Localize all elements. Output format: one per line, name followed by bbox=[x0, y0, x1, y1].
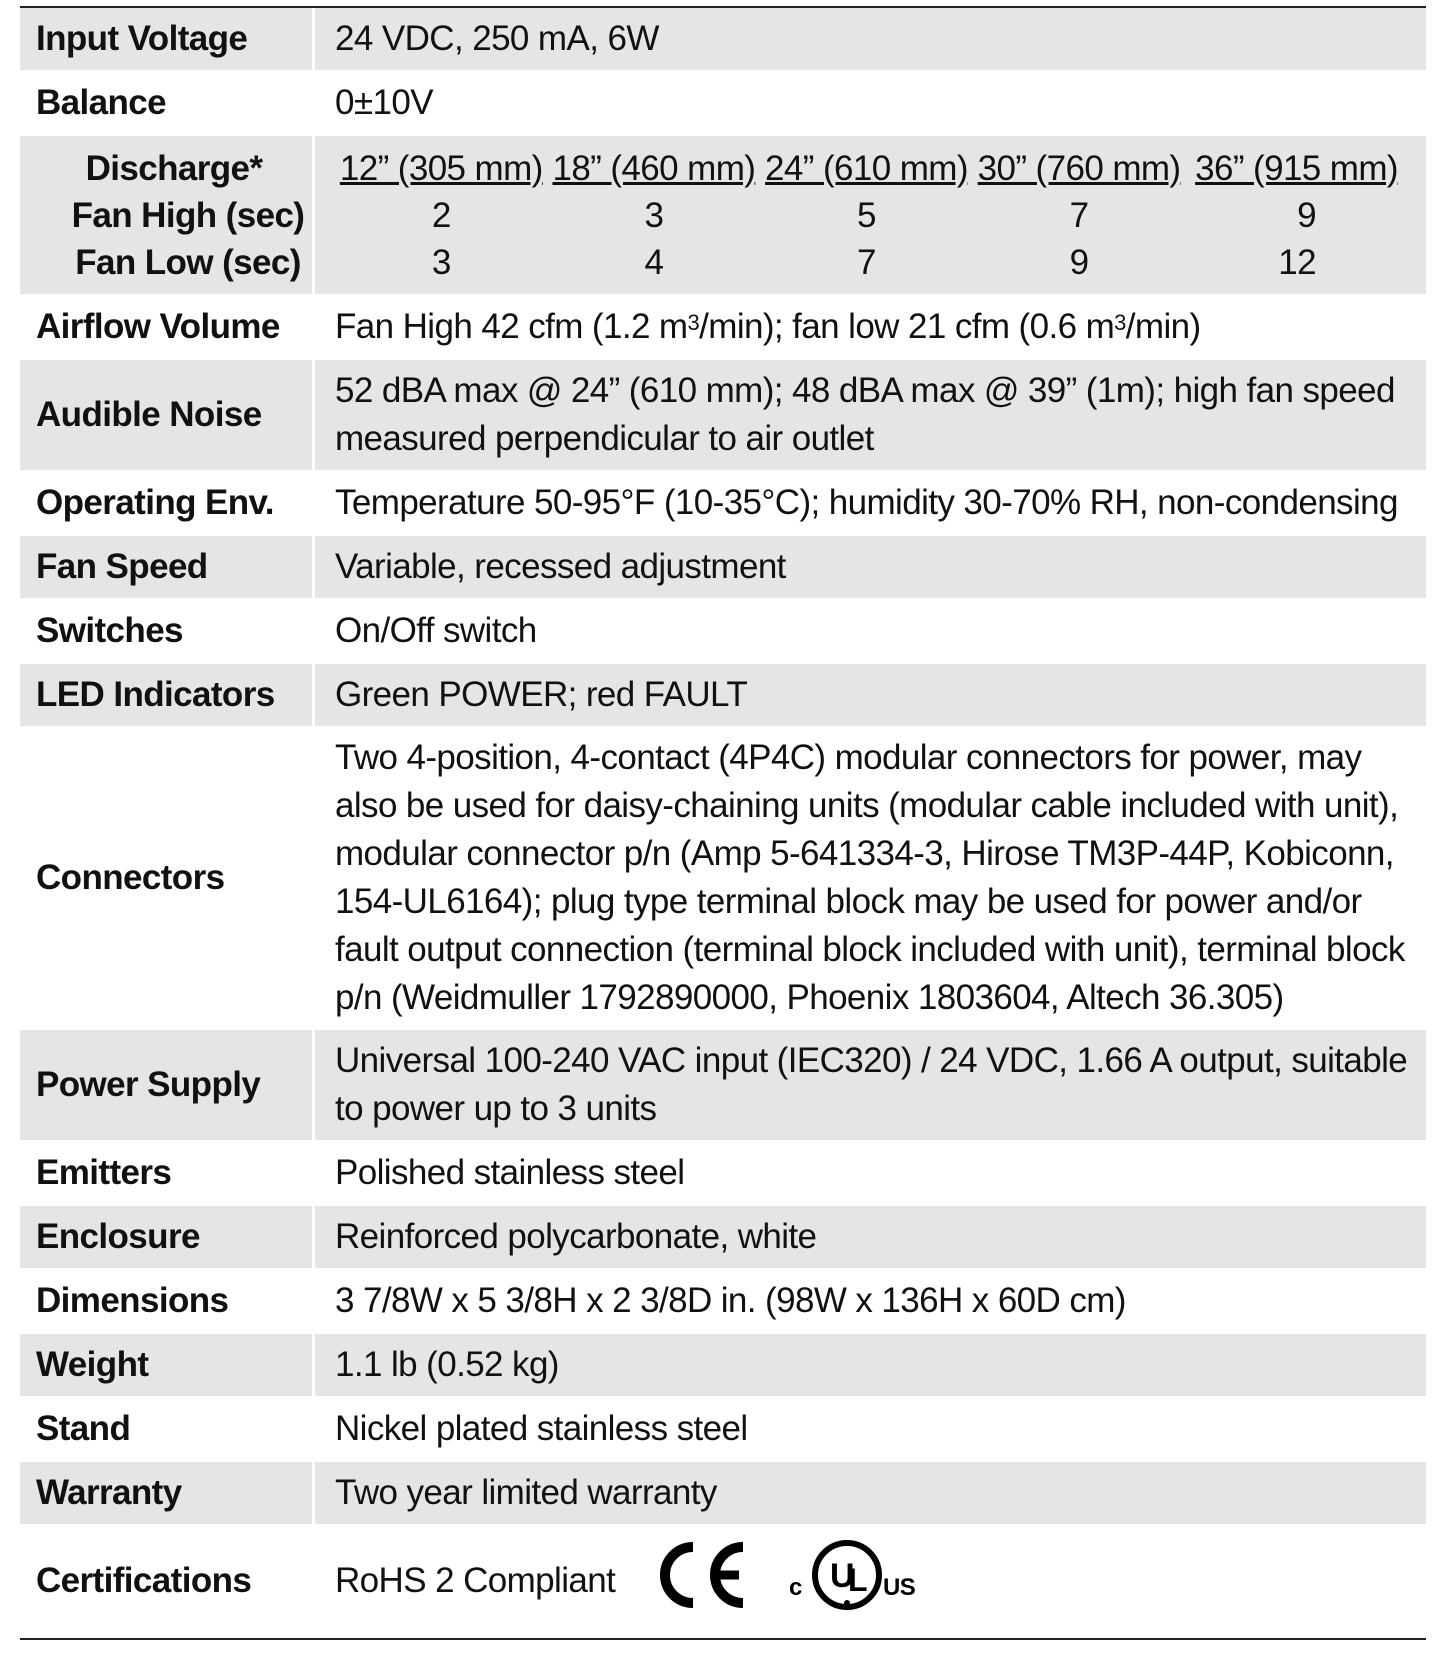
spec-table bbox=[20, 6, 1426, 1640]
spec-label: Power Supply bbox=[20, 1030, 315, 1140]
airflow-text: /min); fan low 21 cfm (0.6 m bbox=[699, 307, 1115, 346]
spec-label: Operating Env. bbox=[20, 472, 315, 534]
svg-text:U: U bbox=[830, 1556, 855, 1595]
spec-label: Airflow Volume bbox=[20, 296, 315, 358]
row-switches bbox=[20, 600, 1426, 664]
discharge-column bbox=[760, 145, 973, 286]
ce-mark-icon bbox=[655, 1539, 751, 1624]
row-airflow-volume bbox=[20, 296, 1426, 360]
spec-value: Reinforced polycarbonate, white bbox=[315, 1206, 1426, 1268]
spec-label: LED Indicators bbox=[20, 664, 315, 726]
row-enclosure bbox=[20, 1206, 1426, 1270]
spec-value: Fan High 42 cfm (1.2 m $^3$ /min); fan low 21 cfm (0.6 m $^3$ /min) bbox=[315, 296, 1426, 358]
row-dimensions bbox=[20, 1270, 1426, 1334]
airflow-text: Fan High 42 cfm (1.2 m bbox=[335, 307, 688, 346]
spec-value: On/Off switch bbox=[335, 611, 537, 650]
row-input-voltage bbox=[20, 8, 1426, 72]
fan-high-value: 5 bbox=[857, 195, 876, 235]
svg-text:L: L bbox=[848, 1561, 868, 1598]
row-led-indicators bbox=[20, 664, 1426, 728]
cul-us-listed-icon bbox=[787, 1537, 919, 1626]
row-connectors bbox=[20, 728, 1426, 1030]
row-discharge bbox=[20, 136, 1426, 296]
spec-value: Universal 100-240 VAC input (IEC320) / 24 VDC, 1.66 A output, suitable to power up to 3 units bbox=[315, 1030, 1426, 1140]
spec-value: Green POWER; red FAULT bbox=[315, 664, 1426, 726]
spec-label: Enclosure bbox=[20, 1206, 315, 1268]
fan-high-value: 3 bbox=[644, 195, 664, 235]
row-certifications bbox=[20, 1526, 1426, 1638]
fan-high-label: Fan High (sec) bbox=[71, 195, 305, 235]
row-stand bbox=[20, 1398, 1426, 1462]
distance-header: 24” (610 mm) bbox=[765, 148, 968, 188]
fan-low-value: 3 bbox=[431, 242, 451, 282]
row-emitters bbox=[20, 1142, 1426, 1206]
spec-value: 0±10V bbox=[335, 83, 433, 122]
spec-label: Certifications bbox=[20, 1526, 315, 1636]
discharge-labels bbox=[20, 136, 315, 294]
discharge-column bbox=[335, 145, 548, 286]
spec-label: Weight bbox=[20, 1334, 315, 1396]
spec-label: Dimensions bbox=[20, 1270, 315, 1332]
row-warranty bbox=[20, 1462, 1426, 1526]
spec-label: Input Voltage bbox=[20, 8, 315, 70]
spec-label: Fan Speed bbox=[20, 536, 315, 598]
spec-label: Audible Noise bbox=[20, 360, 315, 470]
spec-value: Two year limited warranty bbox=[315, 1462, 1426, 1524]
spec-label: Switches bbox=[20, 600, 315, 662]
spec-label: Warranty bbox=[20, 1462, 315, 1524]
distance-header: 30” (760 mm) bbox=[977, 148, 1181, 188]
spec-value: Two 4-position, 4-contact (4P4C) modular connectors for power, may also be used for daisy-chaining units (modular cable included with unit), modular connector p/n (Amp 5-641334-3, Hirose TM3P-44P, Kobiconn, 154-UL6164); plug type terminal block may be used for power and/or fault output connection (terminal block included with unit), terminal block p/n (Weidmuller 1792890000, Phoenix 1803604, Altech 36.305) bbox=[335, 738, 1405, 1017]
fan-low-value: 12 bbox=[1278, 242, 1316, 282]
spec-label: Balance bbox=[20, 72, 315, 134]
discharge-label: Discharge* bbox=[85, 148, 263, 188]
discharge-column bbox=[973, 145, 1186, 286]
row-audible-noise bbox=[20, 360, 1426, 472]
spec-value: Polished stainless steel bbox=[335, 1153, 685, 1192]
fan-low-value: 7 bbox=[857, 242, 876, 282]
spec-label: Stand bbox=[20, 1398, 315, 1460]
distance-header: 12” (305 mm) bbox=[339, 148, 543, 188]
fan-low-value: 9 bbox=[1069, 242, 1089, 282]
discharge-column bbox=[548, 145, 761, 286]
distance-header: 36” (915 mm) bbox=[1195, 148, 1398, 188]
row-fan-speed bbox=[20, 536, 1426, 600]
svg-text:US: US bbox=[883, 1573, 916, 1601]
spec-value: 52 dBA max @ 24” (610 mm); 48 dBA max @ 39” (1m); high fan speed measured perpendicular to air outlet bbox=[315, 360, 1426, 470]
spec-value: Nickel plated stainless steel bbox=[335, 1409, 748, 1448]
certification-text: RoHS 2 Compliant bbox=[335, 1561, 616, 1600]
row-power-supply bbox=[20, 1030, 1426, 1142]
spec-value bbox=[315, 1526, 1426, 1636]
spec-label: Connectors bbox=[20, 728, 315, 1028]
row-balance bbox=[20, 72, 1426, 136]
row-weight bbox=[20, 1334, 1426, 1398]
spec-value: Variable, recessed adjustment bbox=[315, 536, 1426, 598]
discharge-grid bbox=[315, 136, 1426, 294]
fan-low-label: Fan Low (sec) bbox=[75, 242, 301, 282]
discharge-column bbox=[1185, 145, 1398, 286]
row-operating-env bbox=[20, 472, 1426, 536]
fan-low-value: 4 bbox=[644, 242, 664, 282]
svg-text:c: c bbox=[789, 1573, 802, 1601]
fan-high-value: 2 bbox=[431, 195, 451, 235]
fan-high-value: 7 bbox=[1069, 195, 1089, 235]
spec-value: 24 VDC, 250 mA, 6W bbox=[315, 8, 1426, 70]
airflow-text: /min) bbox=[1125, 307, 1201, 346]
spec-value: Temperature 50-95°F (10-35°C); humidity 30-70% RH, non-condensing bbox=[335, 483, 1398, 522]
spec-value: 3 7/8W x 5 3/8H x 2 3/8D in. (98W x 136H x 60D cm) bbox=[335, 1281, 1126, 1320]
spec-label: Emitters bbox=[20, 1142, 315, 1204]
spec-value: 1.1 lb (0.52 kg) bbox=[315, 1334, 1426, 1396]
distance-header: 18” (460 mm) bbox=[552, 148, 756, 188]
fan-high-value: 9 bbox=[1297, 195, 1316, 235]
